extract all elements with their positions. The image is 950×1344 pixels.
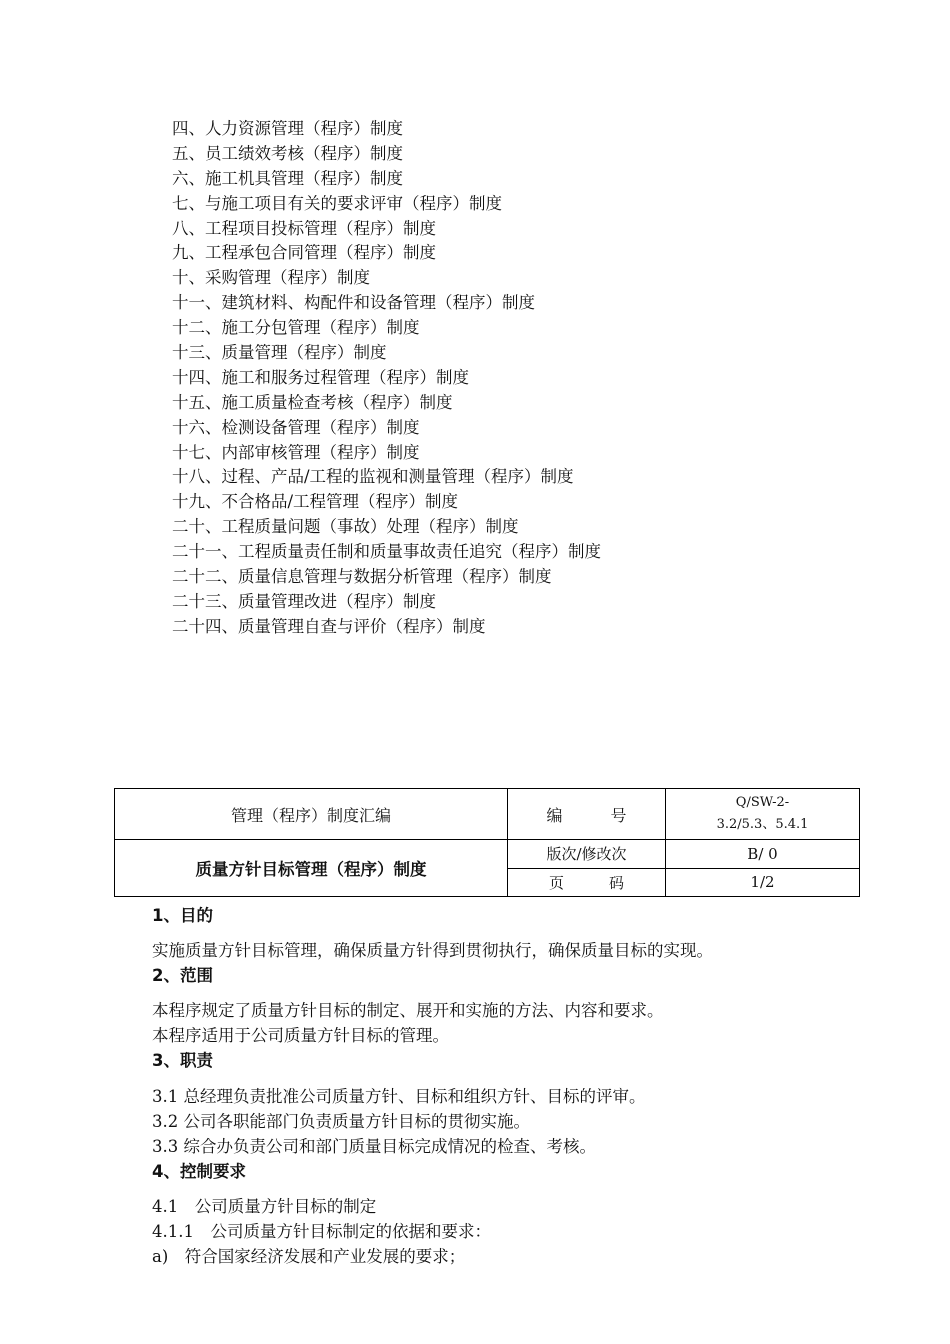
list-item: 二十一、工程质量责任制和质量事故责任追究（程序）制度 (172, 542, 601, 562)
document-title: 质量方针目标管理（程序）制度 (115, 840, 508, 897)
list-item: 二十四、质量管理自查与评价（程序）制度 (172, 616, 486, 636)
paragraph: 本程序规定了质量方针目标的制定、展开和实施的方法、内容和要求。 (152, 1001, 664, 1020)
list-item: 二十三、质量管理改进（程序）制度 (172, 591, 436, 611)
list-item: 十四、施工和服务过程管理（程序）制度 (172, 367, 469, 387)
list-item: 四、人力资源管理（程序）制度 (172, 119, 403, 138)
number-label: 编 号 (508, 789, 666, 840)
list-item: 八、工程项目投标管理（程序）制度 (172, 218, 436, 238)
paragraph: a) 符合国家经济发展和产业发展的要求； (152, 1247, 466, 1266)
list-item: 十九、不合格品/工程管理（程序）制度 (172, 492, 459, 512)
list-item: 七、与施工项目有关的要求评审（程序）制度 (172, 193, 502, 213)
list-item: 十二、施工分包管理（程序）制度 (172, 318, 420, 338)
section-heading: 1、目的 (152, 906, 213, 925)
page-label: 页 码 (508, 868, 666, 897)
version-label: 版次/修改次 (508, 840, 666, 869)
paragraph: 4.1.1 公司质量方针目标制定的依据和要求： (152, 1222, 491, 1241)
list-item: 十六、检测设备管理（程序）制度 (172, 417, 420, 437)
section-heading: 3、职责 (152, 1051, 213, 1070)
regulation-list (172, 117, 601, 640)
list-item: 十三、质量管理（程序）制度 (172, 343, 387, 363)
paragraph: 本程序适用于公司质量方针目标的管理。 (152, 1026, 449, 1045)
list-item: 二十、工程质量问题（事故）处理（程序）制度 (172, 517, 519, 537)
list-item: 十一、建筑材料、构配件和设备管理（程序）制度 (172, 293, 535, 313)
section-heading: 2、范围 (152, 966, 213, 985)
page-value: 1/2 (666, 868, 860, 897)
document-code-line2: 3.2/5.3、5.4.1 (716, 817, 809, 832)
list-item: 十、采购管理（程序）制度 (172, 268, 370, 288)
collection-name: 管理（程序）制度汇编 (115, 789, 508, 840)
version-value: B/ 0 (666, 840, 860, 869)
section-heading: 4、控制要求 (152, 1162, 246, 1181)
paragraph: 3.3 综合办负责公司和部门质量目标完成情况的检查、考核。 (152, 1137, 596, 1156)
paragraph: 4.1 公司质量方针目标的制定 (152, 1197, 377, 1216)
list-item: 二十二、质量信息管理与数据分析管理（程序）制度 (172, 567, 552, 587)
list-item: 十五、施工质量检查考核（程序）制度 (172, 392, 453, 412)
paragraph: 3.1 总经理负责批准公司质量方针、目标和组织方针、目标的评审。 (152, 1087, 646, 1106)
list-item: 九、工程承包合同管理（程序）制度 (172, 243, 436, 263)
list-item: 五、员工绩效考核（程序）制度 (172, 143, 403, 163)
list-item: 十七、内部审核管理（程序）制度 (172, 442, 420, 462)
document-header-table (114, 788, 860, 897)
paragraph: 实施质量方针目标管理，确保质量方针得到贯彻执行，确保质量目标的实现。 (152, 941, 713, 960)
list-item: 六、施工机具管理（程序）制度 (172, 168, 403, 188)
document-code (666, 789, 860, 840)
document-code-line1: Q/SW-2- (735, 795, 790, 810)
paragraph: 3.2 公司各职能部门负责质量方针目标的贯彻实施。 (152, 1112, 530, 1131)
list-item: 十八、过程、产品/工程的监视和测量管理（程序）制度 (172, 467, 574, 487)
